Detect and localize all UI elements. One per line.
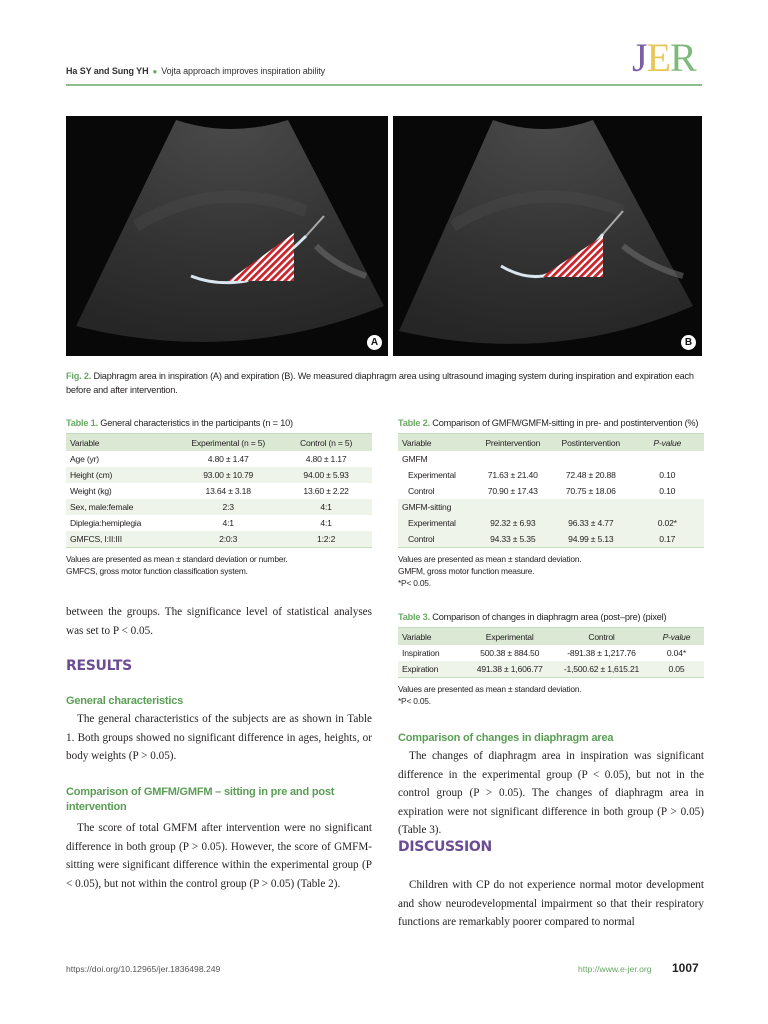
discussion-paragraph: Children with CP do not experience normal motor development and show neurodevelopmental impairment so that their respiratory functions are remarkably poorer compared to normal — [398, 879, 704, 929]
table-header-row — [398, 434, 704, 452]
table-row: Height (cm) 93.00 ± 10.79 94.00 ± 5.93 — [66, 467, 372, 483]
column-header: Experimental (n = 5) — [176, 434, 280, 452]
footer-doi-link[interactable]: https://doi.org/10.12965/jer.1836498.249 — [66, 964, 221, 974]
table-1-notes: Values are presented as mean ± standard deviation or number. GMFCS, gross motor function classification system. — [66, 554, 288, 576]
ultrasound-panel-b — [393, 116, 702, 356]
table-2-grid — [398, 433, 704, 548]
general-characteristics-heading: General characteristics — [66, 695, 184, 707]
running-head — [66, 66, 325, 76]
table-2-notes: Values are presented as mean ± standard deviation. GMFM, gross motor function measure. *P< 0.05. — [398, 554, 582, 588]
table-row: Weight (kg) 13.64 ± 3.18 13.60 ± 2.22 — [70, 486, 349, 496]
table-row: Experimental 92.32 ± 6.93 96.33 ± 4.77 0.02* — [398, 515, 704, 531]
panel-label-a: A — [367, 335, 382, 350]
table-1-title: Table 1. General characteristics in the participants (n = 10) — [66, 418, 293, 428]
column-header: P-value — [649, 628, 704, 646]
table-3 — [398, 612, 704, 707]
results-heading: RESULTS — [66, 658, 132, 674]
intro-paragraph: between the groups. The significance level of statistical analyses was set to P < 0.05. — [66, 606, 372, 637]
table-header-row — [398, 628, 704, 646]
table-group-row: GMFM-sitting — [398, 499, 704, 515]
table-row: Inspiration 500.38 ± 884.50 -891.38 ± 1,217.76 0.04* — [402, 648, 686, 658]
table-row: Sex, male:female 2:3 4:1 — [66, 499, 372, 515]
column-header: Postintervention — [551, 434, 631, 452]
footer-journal-link[interactable]: http://www.e-jer.org — [578, 964, 652, 974]
table-row: Expiration 491.38 ± 1,606.77 -1,500.62 ± 1,615.21 0.05 — [398, 661, 704, 678]
ultrasound-panel-a — [66, 116, 388, 356]
bullet-icon: ● — [152, 67, 158, 76]
column-header: Preintervention — [475, 434, 552, 452]
column-header: Control (n = 5) — [280, 434, 372, 452]
table-row: Age (yr) 4.80 ± 1.47 4.80 ± 1.17 — [70, 454, 347, 464]
column-header: Control — [554, 628, 649, 646]
figure-2 — [66, 116, 702, 356]
table-3-grid — [398, 627, 704, 678]
column-header: P-value — [631, 434, 704, 452]
table-1-grid — [66, 433, 372, 548]
running-head-authors: Ha SY and Sung YH — [66, 66, 149, 76]
table-row: Control 70.90 ± 17.43 70.75 ± 18.06 0.10 — [408, 486, 676, 496]
table-header-row — [66, 434, 372, 452]
figure-caption — [66, 370, 706, 397]
page-number: 1007 — [672, 961, 699, 975]
table-row: GMFCS, I:II:III 2:0:3 1:2:2 — [66, 531, 372, 548]
header-rule — [66, 84, 702, 86]
figure-caption-text: Diaphragm area in inspiration (A) and expiration (B). We measured diaphragm area using ultrasound imaging system during inspiration and expiration each before and after intervention. — [66, 371, 694, 395]
table-row: Control 94.33 ± 5.35 94.99 ± 5.13 0.17 — [398, 531, 704, 548]
table-2 — [398, 418, 704, 589]
column-header: Experimental — [465, 628, 554, 646]
figure-number: Fig. 2. — [66, 371, 92, 381]
gmfm-comparison-heading: Comparison of GMFM/GMFM – sitting in pre and post intervention — [66, 786, 335, 813]
column-header: Variable — [398, 628, 465, 646]
panel-label-b: B — [681, 335, 696, 350]
table-3-title: Table 3. Comparison of changes in diaphragm area (post–pre) (pixel) — [398, 612, 667, 622]
column-header: Variable — [398, 434, 475, 452]
journal-logo: JER — [632, 35, 696, 80]
diaphragm-comparison-paragraph: The changes of diaphragm area in inspiration was significant difference in the experimental group (P < 0.05), but not in the control group (P > 0.05). The changes of diaphragm area in expiration were not significant difference in both group (P > 0.05) (Table 3). — [398, 750, 704, 837]
gmfm-comparison-paragraph: The score of total GMFM after intervention were no significant difference in both group (P > 0.05). However, the score of GMFM-sitting were significant difference within the experimental group (P < 0.05), but not within the control group (P > 0.05) (Table 2). — [66, 822, 372, 890]
running-head-title: Vojta approach improves inspiration ability — [161, 66, 326, 76]
table-1 — [66, 418, 372, 577]
table-3-notes: Values are presented as mean ± standard deviation. *P< 0.05. — [398, 684, 582, 706]
table-group-row: GMFM — [402, 454, 428, 464]
general-characteristics-paragraph: The general characteristics of the subjects are as shown in Table 1. Both groups showed no significant difference in ages, heights, or body weights (P > 0.05). — [66, 713, 372, 763]
column-header: Variable — [66, 434, 176, 452]
table-2-title: Table 2. Comparison of GMFM/GMFM-sitting in pre- and postintervention (%) — [398, 418, 699, 428]
diaphragm-comparison-heading: Comparison of changes in diaphragm area — [398, 732, 614, 744]
table-row: Experimental 71.63 ± 21.40 72.48 ± 20.88 0.10 — [408, 470, 676, 480]
discussion-heading: DISCUSSION — [398, 839, 492, 855]
table-row: Diplegia:hemiplegia 4:1 4:1 — [70, 518, 332, 528]
